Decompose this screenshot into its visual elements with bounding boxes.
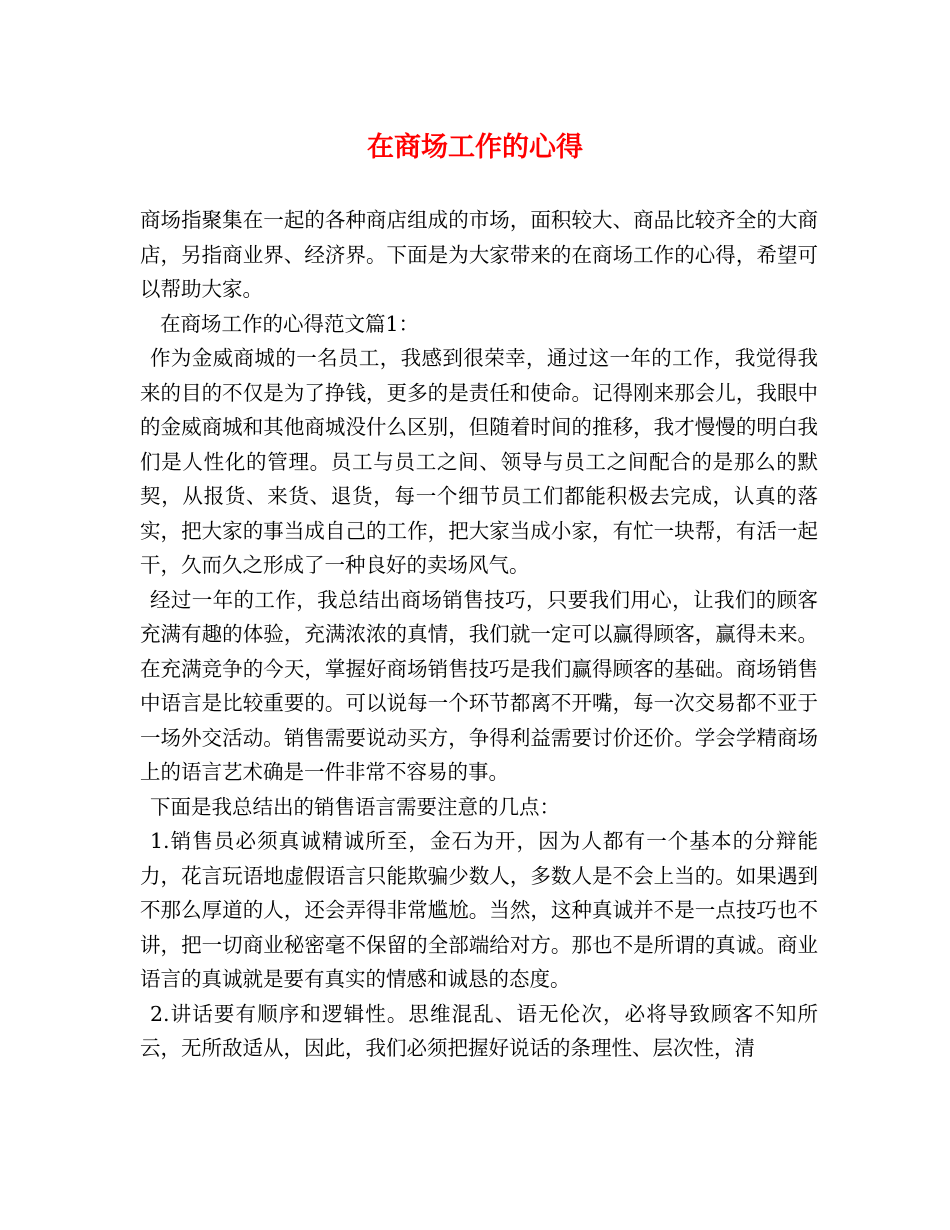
document-body xyxy=(140,203,818,1066)
body-paragraph: 经过一年的工作，我总结出商场销售技巧，只要我们用心，让我们的顾客充满有趣的体验，充满浓浓的真情，我们就一定可以赢得顾客，赢得未来。在充满竞争的今天，掌握好商场销售技巧是我们赢得顾客的基础。商场销售中语言是比较重要的。可以说每一个环节都离不开嘴，每一次交易都不亚于一场外交活动。销售需要说动买方，争得利益需要讨价还价。学会学精商场上的语言艺术确是一件非常不容易的事。 xyxy=(140,587,818,784)
point-paragraph: 2.讲话要有顺序和逻辑性。思维混乱、语无伦次，必将导致顾客不知所云，无所敌适从，因此，我们必须把握好说话的条理性、层次性，清 xyxy=(140,1001,818,1060)
body-paragraph: 作为金威商城的一名员工，我感到很荣幸，通过这一年的工作，我觉得我来的目的不仅是为了挣钱，更多的是责任和使命。记得刚来那会儿，我眼中的金威商城和其他商城没什么区别，但随着时间的推移，我才慢慢的明白我们是人性化的管理。员工与员工之间、领导与员工之间配合的是那么的默契，从报货、来货、退货，每一个细节员工们都能积极去完成，认真的落实，把大家的事当成自己的工作，把大家当成小家，有忙一块帮，有活一起干，久而久之形成了一种良好的卖场风气。 xyxy=(140,346,818,577)
point-paragraph: 1.销售员必须真诚精诚所至，金石为开，因为人都有一个基本的分辩能力，花言玩语地虚假语言只能欺骗少数人，多数人是不会上当的。如果遇到不那么厚道的人，还会弄得非常尴尬。当然，这种真诚并不是一点技巧也不讲，把一切商业秘密毫不保留的全部端给对方。那也不是所谓的真诚。商业语言的真诚就是要有真实的情感和诚恳的态度。 xyxy=(140,829,818,991)
document-title: 在商场工作的心得 xyxy=(367,132,583,163)
points-intro-paragraph: 下面是我总结出的销售语言需要注意的几点： xyxy=(150,794,560,819)
sample-heading: 在商场工作的心得范文篇1： xyxy=(160,311,420,336)
intro-paragraph: 商场指聚集在一起的各种商店组成的市场，面积较大、商品比较齐全的大商店，另指商业界、经济界。下面是为大家带来的在商场工作的心得，希望可以帮助大家。 xyxy=(140,208,818,301)
